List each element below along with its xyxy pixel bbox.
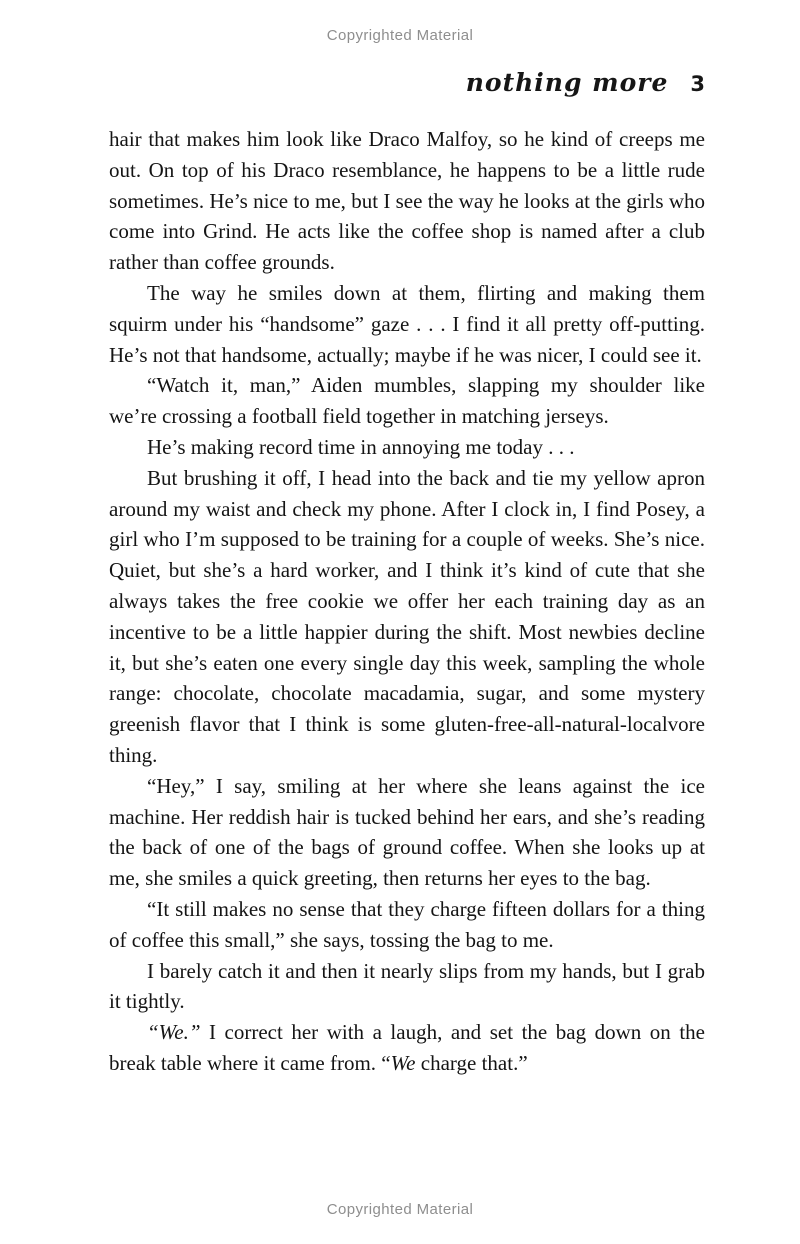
running-head-title: nothing more <box>465 68 669 97</box>
paragraph <box>109 771 705 894</box>
text-segment: “Watch it, man,” Aiden mumbles, slapping my shoulder like we’re crossing a football field together in matching jerseys. <box>109 373 705 429</box>
text-segment: “It still makes no sense that they charge fifteen dollars for a thing of coffee this small,” she says, tossing the bag to me. <box>109 896 705 952</box>
body-text <box>109 124 705 1079</box>
copyright-watermark-top: Copyrighted Material <box>326 27 474 44</box>
text-segment: I correct her with a laugh, and set the bag down on the break table where it came from. “ <box>109 1020 705 1075</box>
text-segment: charge that.” <box>415 1050 528 1075</box>
paragraph <box>109 1017 705 1079</box>
paragraph <box>109 370 705 432</box>
text-segment: hair that makes him look like Draco Malfoy, so he kind of creeps me out. On top of his Draco resemblance, he happens to be a little rude sometimes. He’s nice to me, but I see the way he looks at the girls who come into Grind. He acts like the coffee shop is named after a club rather than coffee grounds. <box>109 127 705 275</box>
paragraph <box>109 124 705 278</box>
paragraph <box>109 956 705 1018</box>
paragraph <box>109 894 705 956</box>
paragraph <box>109 463 705 771</box>
text-segment: But brushing it off, I head into the back and tie my yellow apron around my waist and check my phone. After I clock in, I find Posey, a girl who I’m supposed to be training for a couple of weeks. She’s nice. Quiet, but she’s a hard worker, and I think it’s kind of cute that she always takes the free cookie we offer her each training day as an incentive to be a little happier during the shift. Most newbies decline it, but she’s eaten one every single day this week, sampling the whole range: chocolate, chocolate macadamia, sugar, and some mystery greenish flavor that I think is some gluten-free-all-natural-localvore thing. <box>109 465 705 767</box>
text-segment: “Hey,” I say, smiling at her where she leans against the ice machine. Her reddish hair is tucked behind her ears, and she’s reading the back of one of the bags of ground coffee. When she looks up at me, she smiles a quick greeting, then returns her eyes to the bag. <box>109 773 705 891</box>
text-segment: He’s making record time in annoying me today . . . <box>147 434 575 459</box>
running-head <box>109 68 705 97</box>
text-segment: The way he smiles down at them, flirting and making them squirm under his “handsome” gaze . . . I find it all pretty off-putting. He’s not that handsome, actually; maybe if he was nicer, I could see it. <box>109 280 705 367</box>
text-segment: We <box>390 1050 416 1075</box>
paragraph <box>109 432 705 463</box>
text-segment: “We.” <box>147 1020 201 1045</box>
page-number: 3 <box>690 72 705 96</box>
paragraph <box>109 278 705 370</box>
copyright-watermark-bottom: Copyrighted Material <box>326 1201 474 1218</box>
text-segment: I barely catch it and then it nearly slips from my hands, but I grab it tightly. <box>109 958 705 1014</box>
